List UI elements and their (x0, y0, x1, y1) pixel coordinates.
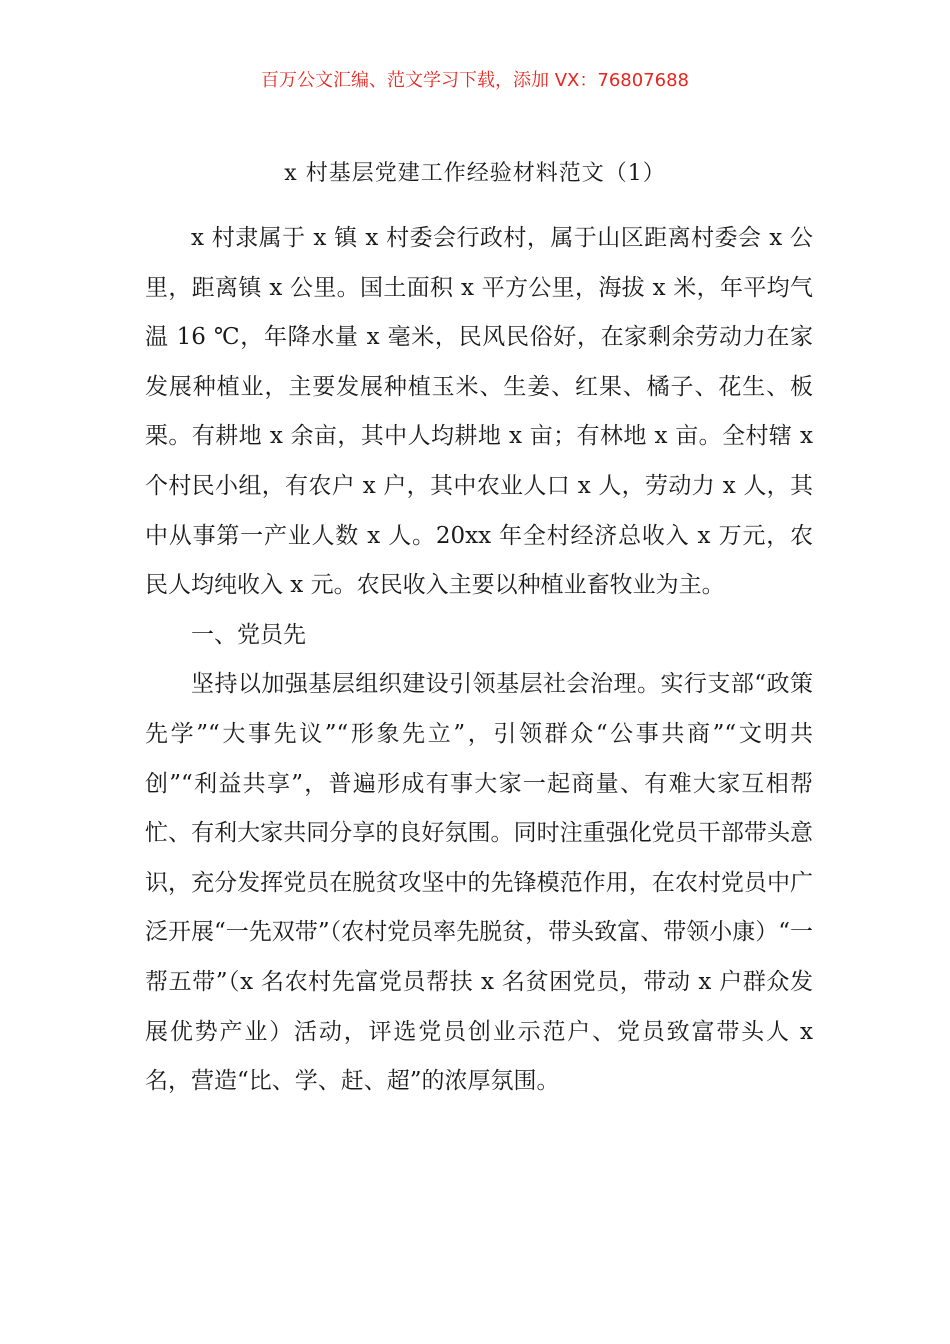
document-title: x 村基层党建工作经验材料范文（1） (284, 161, 666, 186)
section-heading-party-members: 一、党员先 (191, 621, 306, 648)
document-body (145, 214, 813, 1107)
paragraph-party-leadership: 坚持以加强基层组织建设引领基层社会治理。实行支部“政策先学”“大事先议”“形象先立”，引领群众“公事共商”“文明共创”“利益共享”，普遍形成有事大家一起商量、有难大家互相帮忙、有利大家共同分享的良好氛围。同时注重强化党员干部带头意识，充分发挥党员在脱贫攻坚中的先锋模范作用，在农村党员中广泛开展“一先双带”（农村党员率先脱贫，带头致富、带领小康）“一帮五带”（x 名农村先富党员帮扶 x 名贫困党员，带动 x 户群众发展优势产业）活动，评选党员创业示范户、党员致富带头人 x 名，营造“比、学、赶、超”的浓厚氛围。 (145, 671, 813, 1095)
paragraph-village-overview: x 村隶属于 x 镇 x 村委会行政村，属于山区距离村委会 x 公里，距离镇 x 公里。国土面积 x 平方公里，海拔 x 米，年平均气温 16 ℃，年降水量 x 毫米，民风民俗好，在家剩余劳动力在家发展种植业，主要发展种植玉米、生姜、红果、橘子、花生、板栗。有耕地 x 余亩，其中人均耕地 x 亩；有林地 x 亩。全村辖 x 个村民小组，有农户 x 户，其中农业人口 x 人，劳动力 x 人，其中从事第一产业人数 x 人。20xx 年全村经济总收入 x 万元，农民人均纯收入 x 元。农民收入主要以种植业畜牧业为主。 (145, 225, 813, 599)
promo-banner: 百万公文汇编、范文学习下载，添加 VX：76807688 (261, 70, 689, 91)
